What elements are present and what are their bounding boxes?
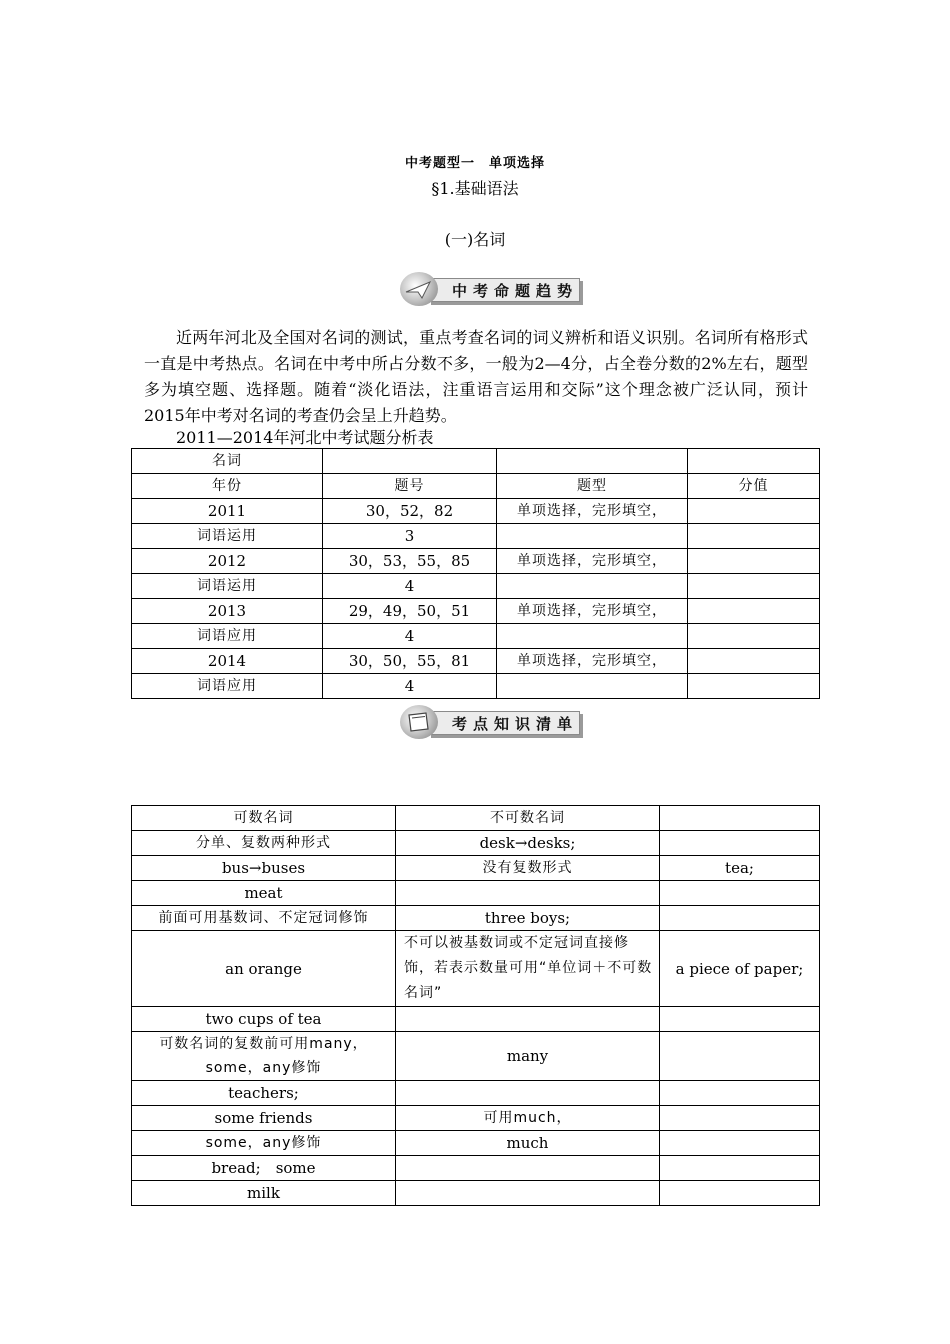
table-row <box>132 906 820 931</box>
table-cell <box>497 524 688 549</box>
table-cell: 词语应用 <box>132 674 323 699</box>
table-cell: 30，52，82 <box>323 499 497 524</box>
chapter-title: 中考题型一 单项选择 <box>404 156 545 171</box>
table-cell <box>660 906 820 931</box>
table-cell: 30，53，55，85 <box>323 549 497 574</box>
table-cell: 4 <box>323 574 497 599</box>
table-row <box>132 449 820 474</box>
subsection-title: (一)名词 <box>444 230 506 249</box>
table-cell: meat <box>132 881 396 906</box>
table-cell: bus→buses <box>132 856 396 881</box>
table-header-cell: 题型 <box>497 474 688 499</box>
table-cell: 2014 <box>132 649 323 674</box>
table-cell <box>688 624 820 649</box>
table-cell: 没有复数形式 <box>396 856 660 881</box>
table-cell: 2011 <box>132 499 323 524</box>
table-row <box>132 674 820 699</box>
knowledge-table <box>131 805 820 1206</box>
book-icon <box>400 705 438 739</box>
table-row <box>132 1131 820 1156</box>
table-cell: milk <box>132 1181 396 1206</box>
intro-paragraph <box>144 325 808 429</box>
table-cell <box>688 449 820 474</box>
table-cell: desk→desks; <box>396 831 660 856</box>
table-cell <box>497 574 688 599</box>
table-row <box>132 856 820 881</box>
table-cell <box>396 881 660 906</box>
table-cell <box>660 831 820 856</box>
table-row <box>132 524 820 549</box>
exam-trend-banner <box>400 272 582 306</box>
table-cell: 4 <box>323 674 497 699</box>
knowledge-list-banner <box>400 705 582 739</box>
table-cell <box>396 1156 660 1181</box>
table-cell <box>660 1081 820 1106</box>
table-row <box>132 1007 820 1032</box>
table-header-cell: 题号 <box>323 474 497 499</box>
table-cell: many <box>396 1032 660 1081</box>
table-cell <box>660 1156 820 1181</box>
table-cell: 单项选择，完形填空， <box>497 599 688 624</box>
table-cell <box>396 1007 660 1032</box>
table-header-cell: 可数名词 <box>132 806 396 831</box>
table-cell <box>688 649 820 674</box>
table-cell: some friends <box>132 1106 396 1131</box>
table-cell <box>660 881 820 906</box>
table-row <box>132 549 820 574</box>
table-cell: tea; <box>660 856 820 881</box>
table-cell: 不可以被基数词或不定冠词直接修饰，若表示数量可用“单位词＋不可数名词” <box>396 931 660 1007</box>
table-cell: a piece of paper; <box>660 931 820 1007</box>
table-cell: 3 <box>323 524 497 549</box>
table-row <box>132 599 820 624</box>
table-cell: 2012 <box>132 549 323 574</box>
table-row <box>132 499 820 524</box>
table-cell <box>497 674 688 699</box>
table-cell <box>688 524 820 549</box>
table-cell <box>660 1181 820 1206</box>
table-header-cell <box>660 806 820 831</box>
table-cell: 2013 <box>132 599 323 624</box>
table-cell <box>396 1181 660 1206</box>
table-row <box>132 574 820 599</box>
table-cell: 词语应用 <box>132 624 323 649</box>
table-cell <box>497 624 688 649</box>
table-cell: much <box>396 1131 660 1156</box>
table-row <box>132 831 820 856</box>
table-cell: 词语运用 <box>132 574 323 599</box>
table-cell <box>660 1007 820 1032</box>
table-header-cell: 不可数名词 <box>396 806 660 831</box>
table-cell <box>660 1131 820 1156</box>
table-caption: 2011—2014年河北中考试题分析表 <box>176 428 434 447</box>
table-cell: 可数名词的复数前可用many，some，any修饰 <box>132 1032 396 1081</box>
table-row <box>132 1181 820 1206</box>
table-cell: 名词 <box>132 449 323 474</box>
table-cell: 单项选择，完形填空， <box>497 549 688 574</box>
table-cell <box>323 449 497 474</box>
table-cell: 单项选择，完形填空， <box>497 649 688 674</box>
table-cell: 29，49，50，51 <box>323 599 497 624</box>
table-header-row <box>132 474 820 499</box>
banner-label: 中考命题趋势 <box>452 282 579 300</box>
banner-label: 考点知识清单 <box>452 715 579 733</box>
table-header-cell: 年份 <box>132 474 323 499</box>
table-row <box>132 1156 820 1181</box>
table-cell: 前面可用基数词、不定冠词修饰 <box>132 906 396 931</box>
table-cell <box>688 574 820 599</box>
table-row <box>132 649 820 674</box>
table-row <box>132 931 820 1007</box>
table-cell: an orange <box>132 931 396 1007</box>
table-cell: 词语运用 <box>132 524 323 549</box>
table-cell <box>660 1106 820 1131</box>
table-header-cell: 分值 <box>688 474 820 499</box>
table-cell: some，any修饰 <box>132 1131 396 1156</box>
table-cell <box>497 449 688 474</box>
table-row <box>132 1081 820 1106</box>
intro-text: 近两年河北及全国对名词的测试，重点考查名词的词义辨析和语义识别。名词所有格形式一直是中考热点。名词在中考中所占分数不多，一般为2—4分，占全卷分数的2%左右，题型多为填空题、选择题。随着“淡化语法，注重语言运用和交际”这个理念被广泛认同，预计2015年中考对名词的考查仍会呈上升趋势。 <box>144 328 808 425</box>
table-cell <box>660 1032 820 1081</box>
table-cell <box>688 499 820 524</box>
table-row <box>132 624 820 649</box>
table-cell: 4 <box>323 624 497 649</box>
table-cell: 分单、复数两种形式 <box>132 831 396 856</box>
table-cell: 单项选择，完形填空， <box>497 499 688 524</box>
section-title: §1.基础语法 <box>431 179 519 198</box>
paper-plane-icon <box>400 272 438 306</box>
table-cell <box>688 674 820 699</box>
table-cell: bread; some <box>132 1156 396 1181</box>
table-cell <box>396 1081 660 1106</box>
table-cell <box>688 599 820 624</box>
table-cell <box>688 549 820 574</box>
table-cell: 可用much， <box>396 1106 660 1131</box>
table-cell: teachers; <box>132 1081 396 1106</box>
table-row <box>132 1106 820 1131</box>
table-row <box>132 1032 820 1081</box>
table-row <box>132 881 820 906</box>
table-cell: three boys; <box>396 906 660 931</box>
table-cell: 30，50，55，81 <box>323 649 497 674</box>
table-cell: two cups of tea <box>132 1007 396 1032</box>
analysis-table <box>131 448 820 699</box>
table-header-row <box>132 806 820 831</box>
